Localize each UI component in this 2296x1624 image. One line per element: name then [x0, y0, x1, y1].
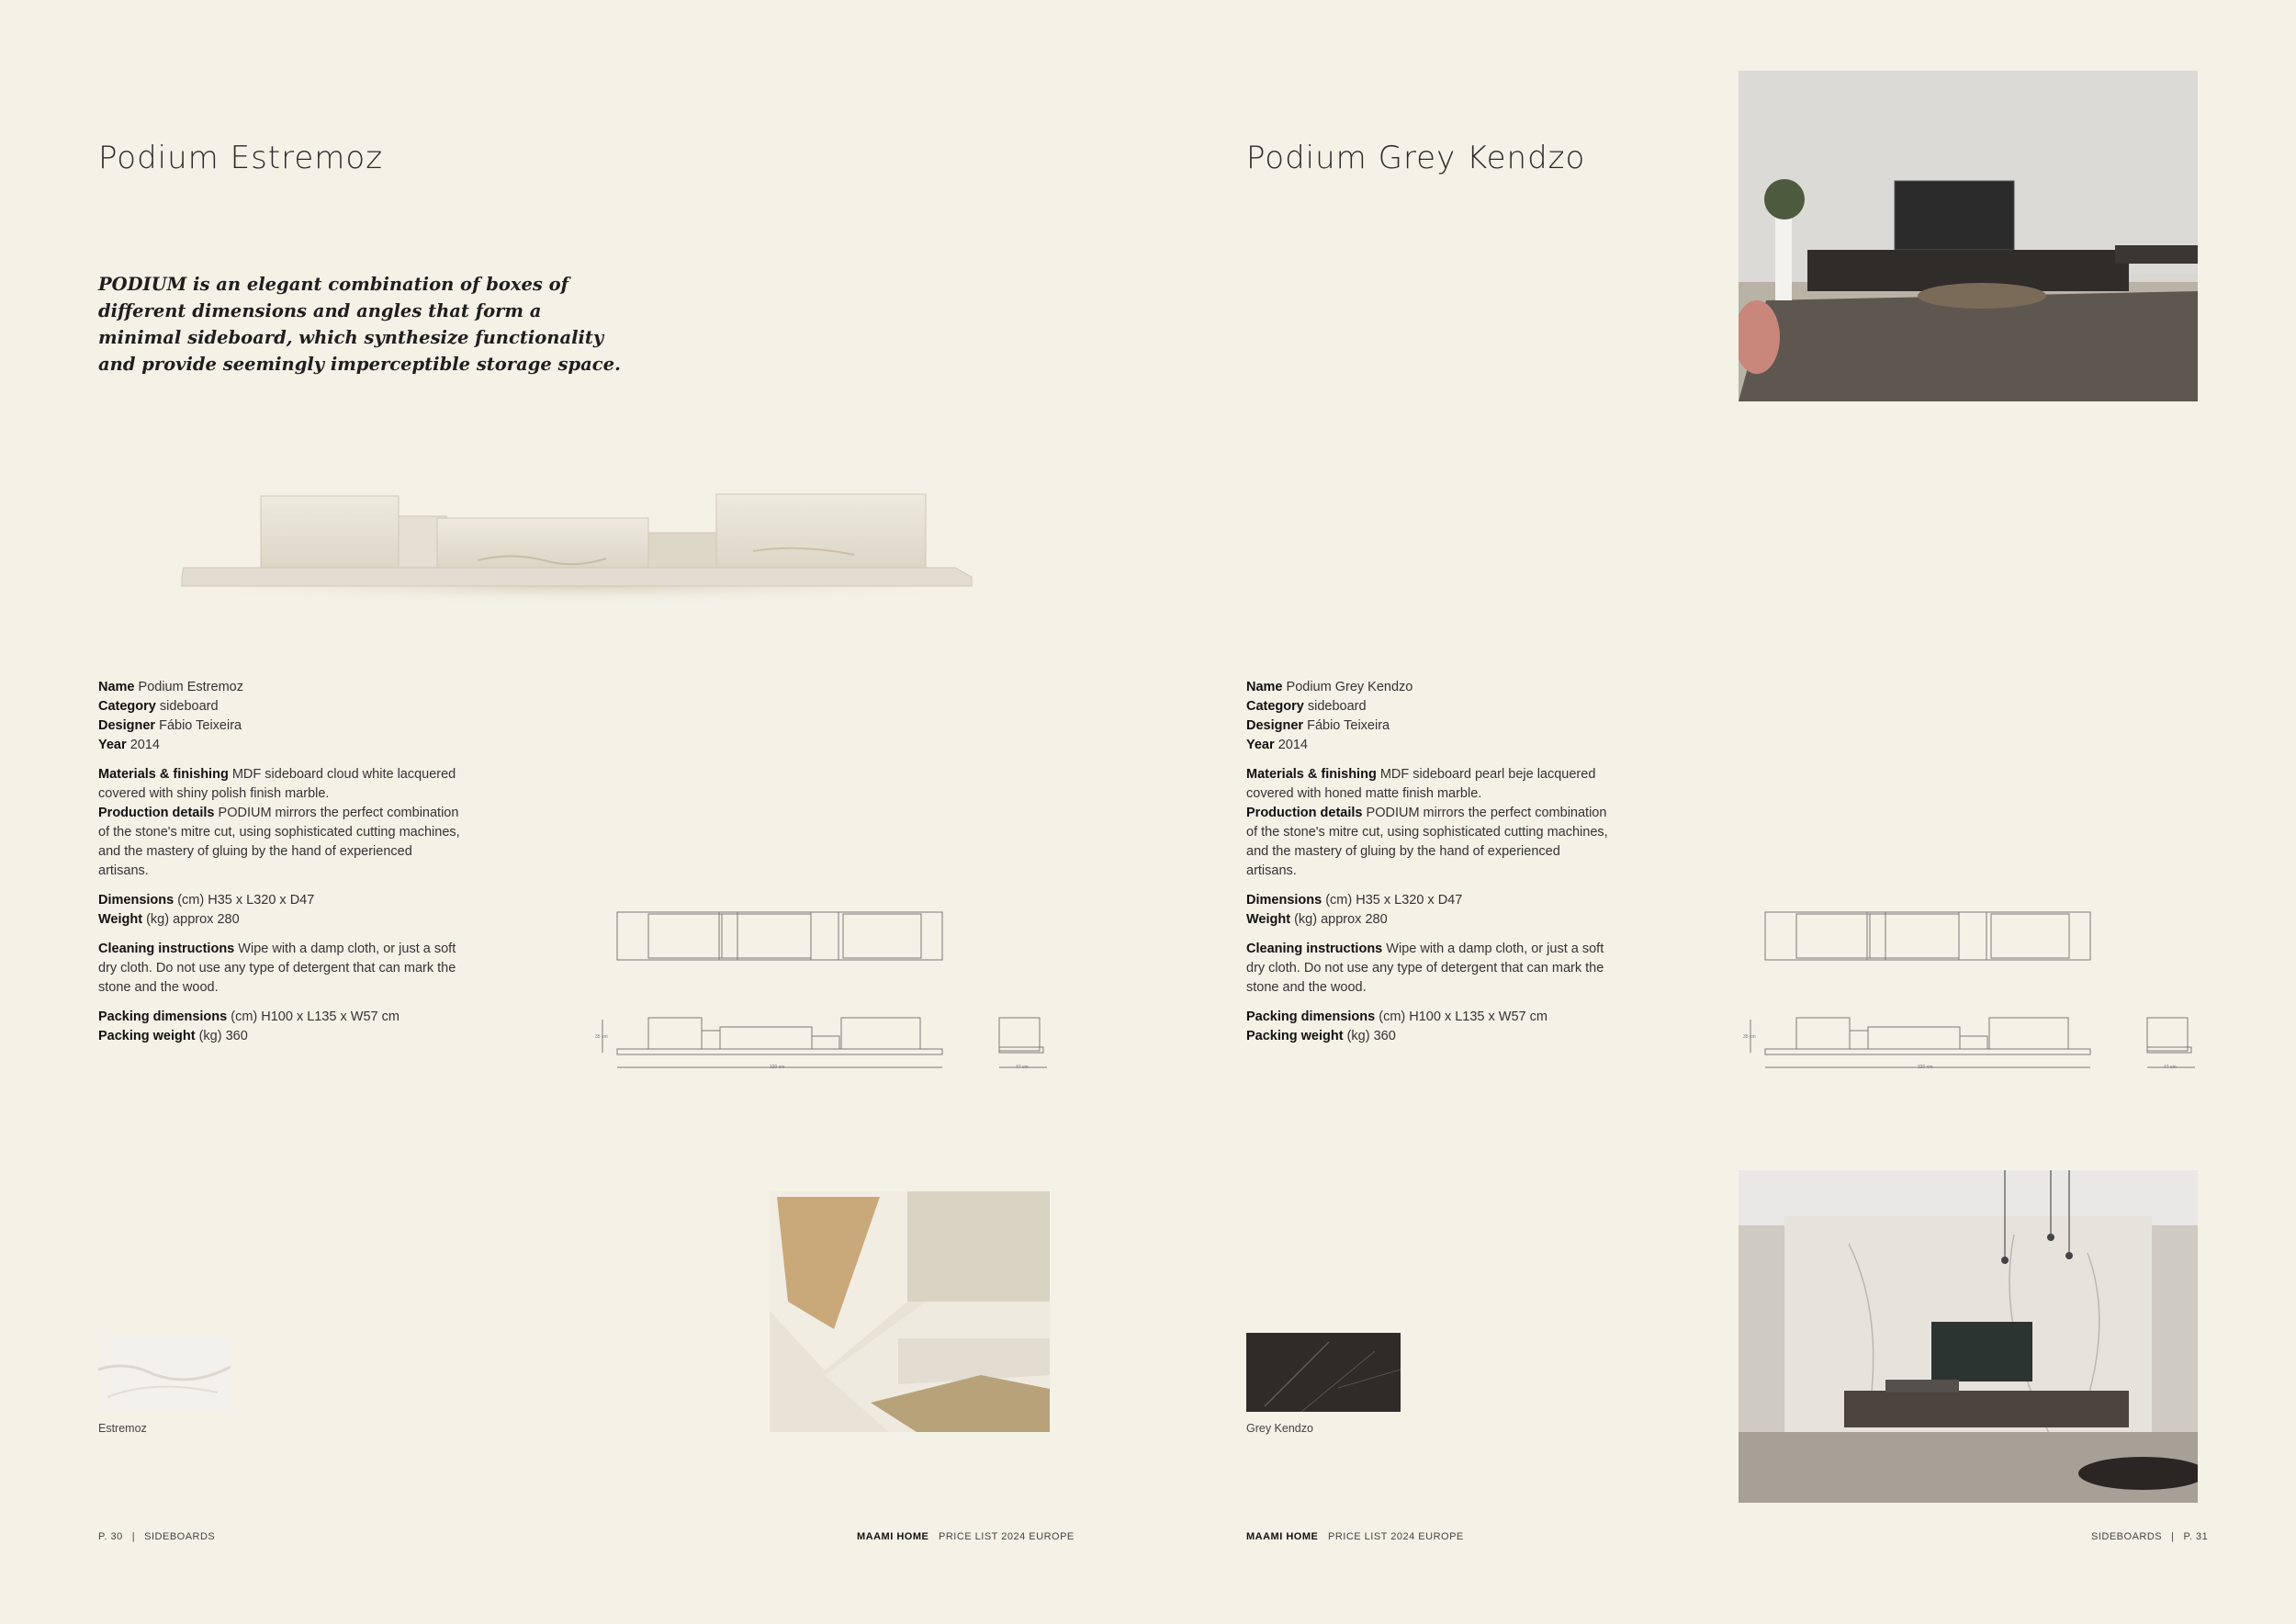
spec-packing-dimensions: (cm) H100 x L135 x W57 cm [231, 1009, 400, 1024]
spec-dimensions: (cm) H35 x L320 x D47 [177, 893, 315, 908]
spec-packing-weight: (kg) 360 [1346, 1029, 1396, 1043]
spec-cleaning: Wipe with a damp cloth, or just a soft dry cloth. Do not use any type of detergent that can mark the stone and the wood. [1246, 942, 1604, 995]
spec-year: 2014 [1277, 738, 1308, 752]
svg-text:47 cm: 47 cm [1016, 1065, 1029, 1070]
spec-weight: (kg) approx 280 [146, 912, 240, 927]
spec-dimensions: (cm) H35 x L320 x D47 [1325, 893, 1463, 908]
swatch-label-estremoz: Estremoz [98, 1422, 147, 1435]
svg-text:320 cm: 320 cm [770, 1065, 785, 1070]
spec-cleaning: Wipe with a damp cloth, or just a soft dry cloth. Do not use any type of detergent that can mark the stone and the wood. [98, 942, 456, 995]
spec-name: Podium Estremoz [138, 680, 243, 694]
detail-photo-drawers [770, 1191, 1050, 1432]
product-photo-estremoz [129, 478, 1038, 615]
spec-name: Podium Grey Kendzo [1286, 680, 1413, 694]
swatch-estremoz [98, 1333, 231, 1412]
right-specs: Name Podium Grey Kendzo Category sideboard Designer Fábio Teixeira Year 2014 Materials & finishing MDF sideboard pearl beje lacquered covered with honed matte finish marble. Production details PODIUM mirrors the perfect combination of the stone's mitre cut, using sophisticated cutting machines, and the mastery of gluing by the hand of experienced artisans. Dimensions (cm) H35 x L320 x D47 Weight (kg) approx 280 Cleaning instructions Wipe with a damp cloth, or just a soft dry cloth. Do not use any type of detergent that can mark the stone and the wood. Packing dimensions (cm) H100 x L135 x W57 cm Packing weight (kg) 360 [1246, 680, 1608, 1043]
spec-packing-dimensions: (cm) H100 x L135 x W57 cm [1379, 1009, 1548, 1024]
spec-production: PODIUM mirrors the perfect combination of the stone's mitre cut, using sophisticated cutting machines, and the mastery of gluing by the hand of experienced artisans. [1246, 806, 1608, 878]
spec-materials: MDF sideboard pearl beje lacquered covered with honed matte finish marble. [1246, 767, 1596, 801]
spec-year: 2014 [129, 738, 160, 752]
living-room-photo [1739, 1170, 2198, 1503]
spec-category: sideboard [159, 699, 219, 714]
spec-weight: (kg) approx 280 [1294, 912, 1388, 927]
swatch-label-grey-kendzo: Grey Kendzo [1246, 1422, 1313, 1435]
right-page-title: Podium Grey Kendzo [1246, 140, 1586, 176]
left-page-title: Podium Estremoz [98, 140, 384, 176]
svg-text:35 cm: 35 cm [595, 1034, 608, 1040]
left-footer-page: P. 30 | SIDEBOARDS [98, 1531, 216, 1542]
spec-designer: Fábio Teixeira [159, 718, 242, 733]
left-footer-brand: MAAMI HOME PRICE LIST 2024 EUROPE [857, 1531, 1075, 1542]
left-specs: Name Podium Estremoz Category sideboard Designer Fábio Teixeira Year 2014 Materials & finishing MDF sideboard cloud white lacquered covered with shiny polish finish marble. Production details PODIUM mirrors the perfect combination of the stone's mitre cut, using sophisticated cutting machines, and the mastery of gluing by the hand of experienced artisans. Dimensions (cm) H35 x L320 x D47 Weight (kg) approx 280 Cleaning instructions Wipe with a damp cloth, or just a soft dry cloth. Do not use any type of detergent that can mark the stone and the wood. Packing dimensions (cm) H100 x L135 x W57 cm Packing weight (kg) 360 [98, 680, 460, 1043]
spec-designer: Fábio Teixeira [1307, 718, 1390, 733]
spec-packing-weight: (kg) 360 [198, 1029, 248, 1043]
technical-drawing-left [595, 909, 1054, 1075]
svg-text:320 cm: 320 cm [1918, 1065, 1933, 1070]
swatch-grey-kendzo [1246, 1333, 1401, 1412]
spec-category: sideboard [1307, 699, 1367, 714]
left-intro-text: PODIUM is an elegant combination of boxes of different dimensions and angles that form a minimal sideboard, which synthesize functionality and provide seemingly imperceptible storage space. [98, 274, 621, 375]
svg-text:47 cm: 47 cm [2164, 1065, 2177, 1070]
technical-drawing-right [1743, 909, 2202, 1075]
spec-production: PODIUM mirrors the perfect combination of the stone's mitre cut, using sophisticated cutting machines, and the mastery of gluing by the hand of experienced artisans. [98, 806, 460, 878]
right-footer-brand: MAAMI HOME PRICE LIST 2024 EUROPE [1246, 1531, 1464, 1542]
right-footer-page: SIDEBOARDS | P. 31 [2091, 1531, 2209, 1542]
spec-materials: MDF sideboard cloud white lacquered covered with shiny polish finish marble. [98, 767, 456, 801]
room-photo-grey-kendzo [1739, 71, 2198, 401]
svg-text:35 cm: 35 cm [1743, 1034, 1756, 1040]
